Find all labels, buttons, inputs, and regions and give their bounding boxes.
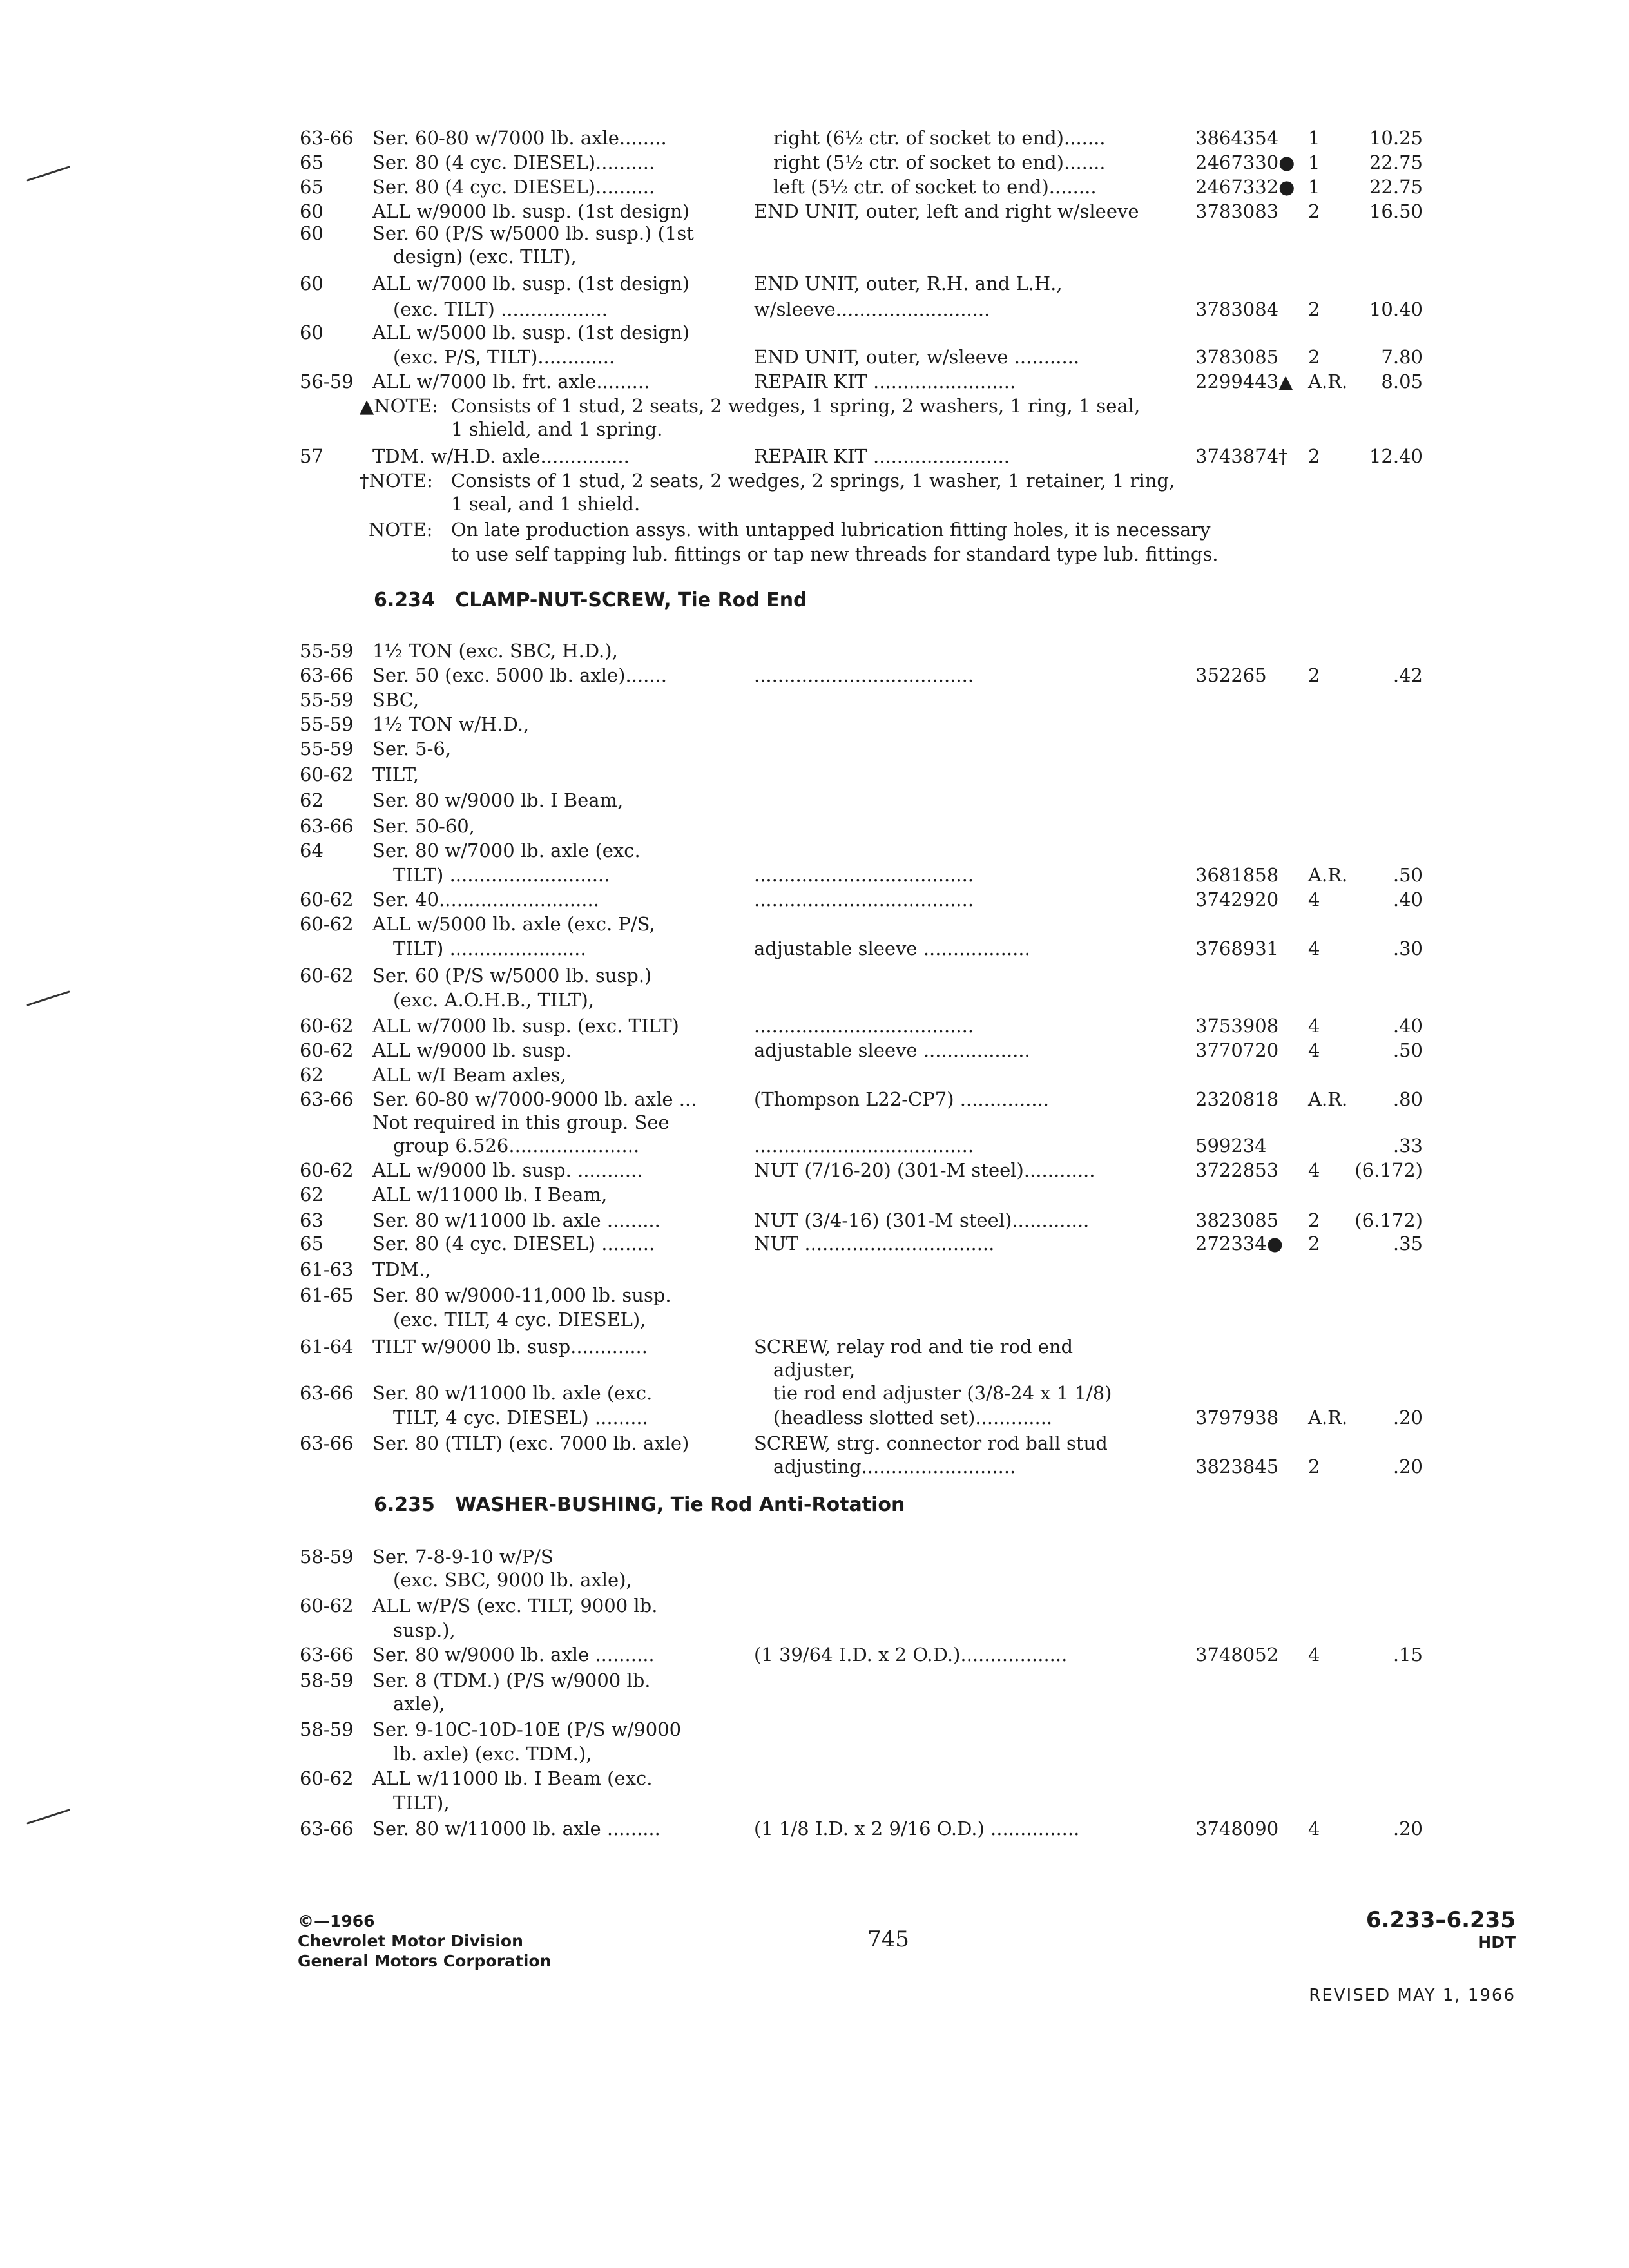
table-row <box>0 149 1629 175</box>
quantity-cell: 2 <box>1308 1233 1320 1254</box>
division-line: Chevrolet Motor Division <box>298 1932 523 1950</box>
part-number-cell: 2467332● <box>1195 176 1295 198</box>
description-cell: (1 39/64 I.D. x 2 O.D.).................. <box>754 1644 1068 1666</box>
price-cell: .42 <box>1393 664 1423 686</box>
price-cell: .35 <box>1393 1233 1423 1254</box>
table-row <box>0 220 1629 246</box>
application-cell: axle), <box>393 1693 445 1715</box>
description-cell: NUT (7/16-20) (301-M steel)............ <box>754 1159 1095 1181</box>
table-row <box>0 244 1629 269</box>
application-cell: Ser. 80 w/11000 lb. axle ......... <box>372 1818 660 1840</box>
year-cell: 58-59 <box>300 1669 354 1691</box>
year-cell: 63 <box>300 1209 323 1231</box>
part-number-cell: 3743874† <box>1195 445 1288 467</box>
year-cell: 60-62 <box>300 1039 354 1061</box>
part-number-cell: 2320818 <box>1195 1088 1279 1110</box>
section-heading <box>374 589 807 611</box>
quantity-cell: 4 <box>1308 1818 1320 1840</box>
year-cell: 63-66 <box>300 664 354 686</box>
table-row <box>0 1357 1629 1383</box>
application-cell: (exc. A.O.H.B., TILT), <box>393 989 595 1011</box>
description-cell: ..................................... <box>754 1015 974 1037</box>
application-cell: Ser. 60-80 w/7000 lb. axle........ <box>372 127 667 149</box>
quantity-cell: 4 <box>1308 1015 1320 1037</box>
table-row <box>0 1380 1629 1406</box>
application-cell: Ser. 80 (4 cyc. DIESEL).......... <box>372 151 655 173</box>
table-row <box>0 1642 1629 1667</box>
table-row <box>0 1256 1629 1282</box>
quantity-cell: A.R. <box>1308 370 1348 392</box>
note-row <box>0 393 1629 419</box>
quantity-cell: 2 <box>1308 200 1320 222</box>
application-cell: ALL w/9000 lb. susp. (1st design) <box>372 200 689 222</box>
section-heading-title: CLAMP-NUT-SCREW, Tie Rod End <box>455 589 807 611</box>
table-row <box>0 1691 1629 1716</box>
application-cell: Not required in this group. See <box>372 1111 670 1133</box>
application-cell: SBC, <box>372 689 419 711</box>
table-row <box>0 687 1629 713</box>
application-cell: Ser. 9-10C-10D-10E (P/S w/9000 <box>372 1718 682 1740</box>
price-cell: .40 <box>1393 1015 1423 1037</box>
description-cell: END UNIT, outer, w/sleeve ........... <box>754 346 1080 368</box>
price-cell: (6.172) <box>1354 1209 1423 1231</box>
year-cell: 55-59 <box>300 738 354 760</box>
application-cell: 1½ TON (exc. SBC, H.D.), <box>372 640 618 662</box>
note-text: Consists of 1 stud, 2 seats, 2 wedges, 2 springs, 1 washer, 1 retainer, 1 ring, <box>451 470 1175 492</box>
price-cell: .20 <box>1393 1407 1423 1428</box>
year-cell: 65 <box>300 176 323 198</box>
section-heading-number: 6.234 <box>374 589 435 611</box>
section-heading <box>374 1494 905 1516</box>
application-cell: ALL w/9000 lb. susp. <box>372 1039 572 1061</box>
year-cell: 62 <box>300 1064 323 1086</box>
price-cell: .30 <box>1393 937 1423 959</box>
table-row <box>0 1405 1629 1430</box>
application-cell: ALL w/5000 lb. susp. (1st design) <box>372 322 689 343</box>
year-cell: 62 <box>300 1184 323 1206</box>
price-cell: 12.40 <box>1369 445 1423 467</box>
footer-section-range <box>1366 1907 1516 1952</box>
part-number-cell: 3864354 <box>1195 127 1279 149</box>
application-cell: ALL w/7000 lb. frt. axle......... <box>372 370 650 392</box>
table-row <box>0 838 1629 863</box>
description-cell: tie rod end adjuster (3/8-24 x 1 1/8) <box>773 1382 1112 1404</box>
application-cell: Ser. 7-8-9-10 w/P/S <box>372 1546 554 1568</box>
application-cell: group 6.526...................... <box>393 1135 640 1157</box>
application-cell: TILT w/9000 lb. susp............. <box>372 1336 648 1358</box>
note-label: ▲NOTE: <box>360 395 438 417</box>
price-cell: 22.75 <box>1369 176 1423 198</box>
description-cell: NUT ................................ <box>754 1233 995 1254</box>
description-cell: right (5½ ctr. of socket to end)....... <box>773 151 1106 173</box>
copyright-line: ©—1966 <box>298 1912 375 1930</box>
application-cell: lb. axle) (exc. TDM.), <box>393 1743 592 1765</box>
table-row <box>0 1282 1629 1308</box>
application-cell: ALL w/7000 lb. susp. (exc. TILT) <box>372 1015 679 1037</box>
table-row <box>0 1667 1629 1693</box>
application-cell: Ser. 80 w/7000 lb. axle (exc. <box>372 840 641 861</box>
table-row <box>0 125 1629 151</box>
description-cell: END UNIT, outer, left and right w/sleeve <box>754 200 1139 222</box>
application-cell: Ser. 60 (P/S w/5000 lb. susp.) <box>372 965 652 986</box>
quantity-cell: 1 <box>1308 176 1320 198</box>
note-row <box>0 416 1629 442</box>
quantity-cell: A.R. <box>1308 1088 1348 1110</box>
year-cell: 55-59 <box>300 640 354 662</box>
year-cell: 62 <box>300 789 323 811</box>
table-row <box>0 1790 1629 1816</box>
description-cell: adjuster, <box>773 1359 856 1381</box>
note-row <box>0 491 1629 517</box>
note-text: On late production assys. with untapped lubrication fitting holes, it is necessary <box>451 519 1211 541</box>
year-cell: 65 <box>300 151 323 173</box>
note-label: NOTE: <box>369 519 433 541</box>
application-cell: (exc. SBC, 9000 lb. axle), <box>393 1569 632 1591</box>
price-cell: 7.80 <box>1381 346 1423 368</box>
price-cell: 10.25 <box>1369 127 1423 149</box>
price-cell: .40 <box>1393 889 1423 910</box>
application-cell: design) (exc. TILT), <box>393 245 577 267</box>
year-cell: 61-64 <box>300 1336 354 1358</box>
price-cell: 10.40 <box>1369 298 1423 320</box>
year-cell: 60 <box>300 222 323 244</box>
year-cell: 56-59 <box>300 370 354 392</box>
description-cell: ..................................... <box>754 664 974 686</box>
table-row <box>0 911 1629 937</box>
table-row <box>0 1231 1629 1256</box>
table-row <box>0 1334 1629 1360</box>
price-cell: .20 <box>1393 1818 1423 1840</box>
description-cell: right (6½ ctr. of socket to end)....... <box>773 127 1106 149</box>
application-cell: susp.), <box>393 1619 456 1641</box>
application-cell: Ser. 80 (TILT) (exc. 7000 lb. axle) <box>372 1432 689 1454</box>
note-text: 1 seal, and 1 shield. <box>451 493 641 515</box>
description-cell: ..................................... <box>754 864 974 886</box>
application-cell: ALL w/11000 lb. I Beam, <box>372 1184 608 1206</box>
quantity-cell: 4 <box>1308 889 1320 910</box>
price-cell: 22.75 <box>1369 151 1423 173</box>
year-cell: 60-62 <box>300 1159 354 1181</box>
application-cell: TDM., <box>372 1258 431 1280</box>
table-row <box>0 936 1629 961</box>
quantity-cell: 4 <box>1308 937 1320 959</box>
description-cell: left (5½ ctr. of socket to end)........ <box>773 176 1097 198</box>
part-number-cell: 3681858 <box>1195 864 1279 886</box>
year-cell: 60-62 <box>300 913 354 935</box>
description-cell: END UNIT, outer, R.H. and L.H., <box>754 273 1063 294</box>
price-cell: 16.50 <box>1369 200 1423 222</box>
table-row <box>0 1086 1629 1112</box>
price-cell: .15 <box>1393 1644 1423 1666</box>
quantity-cell: A.R. <box>1308 1407 1348 1428</box>
note-text: 1 shield, and 1 spring. <box>451 418 663 440</box>
application-cell: ALL w/11000 lb. I Beam (exc. <box>372 1767 653 1789</box>
note-text: to use self tapping lub. fittings or tap new threads for standard type lub. fittings. <box>451 543 1219 565</box>
part-number-cell: 3748052 <box>1195 1644 1279 1666</box>
application-cell: Ser. 80 w/11000 lb. axle ......... <box>372 1209 660 1231</box>
description-cell: SCREW, relay rod and tie rod end <box>754 1336 1074 1358</box>
application-cell: Ser. 8 (TDM.) (P/S w/9000 lb. <box>372 1669 651 1691</box>
quantity-cell: 1 <box>1308 127 1320 149</box>
table-row <box>0 296 1629 322</box>
note-text: Consists of 1 stud, 2 seats, 2 wedges, 1 spring, 2 washers, 1 ring, 1 seal, <box>451 395 1141 417</box>
year-cell: 57 <box>300 445 323 467</box>
table-row <box>0 711 1629 737</box>
application-cell: Ser. 80 w/11000 lb. axle (exc. <box>372 1382 653 1404</box>
part-number-cell: 3742920 <box>1195 889 1279 910</box>
application-cell: TILT), <box>393 1792 450 1814</box>
quantity-cell: 2 <box>1308 298 1320 320</box>
note-label: †NOTE: <box>360 470 433 492</box>
series-code: HDT <box>1478 1933 1516 1952</box>
part-number-cell: 3770720 <box>1195 1039 1279 1061</box>
table-row <box>0 344 1629 370</box>
note-row <box>0 468 1629 494</box>
footer-copyright <box>298 1911 551 1971</box>
application-cell: Ser. 80 w/9000-11,000 lb. susp. <box>372 1284 671 1306</box>
application-cell: Ser. 80 (4 cyc. DIESEL).......... <box>372 176 655 198</box>
description-cell: adjustable sleeve .................. <box>754 937 1030 959</box>
part-number-cell: 352265 <box>1195 664 1267 686</box>
application-cell: ALL w/7000 lb. susp. (1st design) <box>372 273 689 294</box>
table-row <box>0 762 1629 787</box>
application-cell: TILT, <box>372 764 419 785</box>
application-cell: (exc. TILT) .................. <box>393 298 608 320</box>
table-row <box>0 443 1629 469</box>
part-number-cell: 3783083 <box>1195 200 1279 222</box>
quantity-cell: 1 <box>1308 151 1320 173</box>
table-row <box>0 1307 1629 1332</box>
description-cell: (Thompson L22-CP7) ............... <box>754 1088 1050 1110</box>
part-number-cell: 3768931 <box>1195 937 1279 959</box>
year-cell: 60-62 <box>300 1767 354 1789</box>
quantity-cell: 2 <box>1308 445 1320 467</box>
quantity-cell: 2 <box>1308 346 1320 368</box>
table-row <box>0 813 1629 839</box>
table-row <box>0 1593 1629 1619</box>
table-row <box>0 887 1629 912</box>
section-range: 6.233–6.235 <box>1365 1907 1516 1933</box>
table-row <box>0 1110 1629 1135</box>
application-cell: Ser. 60 (P/S w/5000 lb. susp.) (1st <box>372 222 694 244</box>
application-cell: (exc. TILT, 4 cyc. DIESEL), <box>393 1309 646 1331</box>
quantity-cell: 2 <box>1308 1456 1320 1477</box>
application-cell: ALL w/I Beam axles, <box>372 1064 566 1086</box>
price-cell: 8.05 <box>1381 370 1423 392</box>
quantity-cell: 4 <box>1308 1039 1320 1061</box>
description-cell: NUT (3/4-16) (301-M steel)............. <box>754 1209 1090 1231</box>
description-cell: (headless slotted set)............. <box>773 1407 1053 1428</box>
table-row <box>0 1454 1629 1479</box>
quantity-cell: 4 <box>1308 1159 1320 1181</box>
application-cell: Ser. 50-60, <box>372 815 475 837</box>
price-cell: .50 <box>1393 1039 1423 1061</box>
table-row <box>0 1062 1629 1088</box>
quantity-cell: A.R. <box>1308 864 1348 886</box>
description-cell: w/sleeve.......................... <box>754 298 990 320</box>
corporation-line: General Motors Corporation <box>298 1952 552 1970</box>
part-number-cell: 3783084 <box>1195 298 1279 320</box>
year-cell: 60-62 <box>300 1595 354 1617</box>
year-cell: 55-59 <box>300 713 354 735</box>
table-row <box>0 1716 1629 1742</box>
year-cell: 55-59 <box>300 689 354 711</box>
table-row <box>0 862 1629 888</box>
table-row <box>0 736 1629 762</box>
application-cell: TILT) ........................... <box>393 864 610 886</box>
part-number-cell: 3797938 <box>1195 1407 1279 1428</box>
table-row <box>0 1182 1629 1207</box>
description-cell: REPAIR KIT ....................... <box>754 445 1010 467</box>
application-cell: ALL w/9000 lb. susp. ........... <box>372 1159 643 1181</box>
description-cell: adjusting.......................... <box>773 1456 1016 1477</box>
table-row <box>0 787 1629 813</box>
table-row <box>0 1765 1629 1791</box>
table-row <box>0 271 1629 296</box>
table-row <box>0 1157 1629 1183</box>
section-heading-title: WASHER-BUSHING, Tie Rod Anti-Rotation <box>455 1494 905 1516</box>
application-cell: Ser. 5-6, <box>372 738 452 760</box>
year-cell: 60 <box>300 200 323 222</box>
description-cell: (1 1/8 I.D. x 2 9/16 O.D.) ............... <box>754 1818 1080 1840</box>
note-row <box>0 517 1629 543</box>
application-cell: Ser. 80 (4 cyc. DIESEL) ......... <box>372 1233 655 1254</box>
part-number-cell: 3783085 <box>1195 346 1279 368</box>
part-number-cell: 599234 <box>1195 1135 1267 1157</box>
table-row <box>0 1617 1629 1643</box>
year-cell: 63-66 <box>300 1382 354 1404</box>
table-row <box>0 1741 1629 1767</box>
year-cell: 60-62 <box>300 1015 354 1037</box>
application-cell: Ser. 50 (exc. 5000 lb. axle)....... <box>372 664 667 686</box>
table-row <box>0 1207 1629 1233</box>
table-row <box>0 1816 1629 1841</box>
description-cell: REPAIR KIT ........................ <box>754 370 1016 392</box>
year-cell: 60 <box>300 322 323 343</box>
price-cell: .20 <box>1393 1456 1423 1477</box>
part-number-cell: 2299443▲ <box>1195 370 1293 392</box>
application-cell: (exc. P/S, TILT)............. <box>393 346 615 368</box>
year-cell: 58-59 <box>300 1718 354 1740</box>
table-row <box>0 369 1629 394</box>
quantity-cell: 2 <box>1308 664 1320 686</box>
table-row <box>0 1133 1629 1158</box>
table-row <box>0 1013 1629 1039</box>
price-cell: .33 <box>1393 1135 1423 1157</box>
application-cell: 1½ TON w/H.D., <box>372 713 530 735</box>
table-row <box>0 963 1629 988</box>
page-number: 745 <box>867 1927 909 1952</box>
part-number-cell: 272334● <box>1195 1233 1284 1254</box>
part-number-cell: 3748090 <box>1195 1818 1279 1840</box>
application-cell: ALL w/5000 lb. axle (exc. P/S, <box>372 913 655 935</box>
price-cell: .50 <box>1393 864 1423 886</box>
year-cell: 58-59 <box>300 1546 354 1568</box>
description-cell: ..................................... <box>754 889 974 910</box>
table-row <box>0 638 1629 664</box>
application-cell: TILT) ....................... <box>393 937 586 959</box>
year-cell: 63-66 <box>300 127 354 149</box>
revised-date: REVISED MAY 1, 1966 <box>1309 1986 1516 2005</box>
year-cell: 64 <box>300 840 323 861</box>
application-cell: Ser. 40........................... <box>372 889 599 910</box>
table-row <box>0 1544 1629 1570</box>
year-cell: 63-66 <box>300 1088 354 1110</box>
part-number-cell: 3753908 <box>1195 1015 1279 1037</box>
application-cell: TDM. w/H.D. axle............... <box>372 445 630 467</box>
year-cell: 60 <box>300 273 323 294</box>
table-row <box>0 320 1629 345</box>
table-row <box>0 662 1629 688</box>
price-cell: .80 <box>1393 1088 1423 1110</box>
year-cell: 63-66 <box>300 815 354 837</box>
year-cell: 60-62 <box>300 764 354 785</box>
table-row <box>0 1037 1629 1063</box>
year-cell: 60-62 <box>300 889 354 910</box>
part-number-cell: 3823085 <box>1195 1209 1279 1231</box>
year-cell: 63-66 <box>300 1644 354 1666</box>
year-cell: 61-63 <box>300 1258 354 1280</box>
description-cell: adjustable sleeve .................. <box>754 1039 1030 1061</box>
table-row <box>0 1567 1629 1593</box>
application-cell: ALL w/P/S (exc. TILT, 9000 lb. <box>372 1595 658 1617</box>
note-row <box>0 541 1629 567</box>
year-cell: 61-65 <box>300 1284 354 1306</box>
year-cell: 65 <box>300 1233 323 1254</box>
application-cell: Ser. 80 w/9000 lb. axle .......... <box>372 1644 655 1666</box>
section-heading-number: 6.235 <box>374 1494 435 1516</box>
year-cell: 63-66 <box>300 1818 354 1840</box>
description-cell: SCREW, strg. connector rod ball stud <box>754 1432 1108 1454</box>
part-number-cell: 3722853 <box>1195 1159 1279 1181</box>
price-cell: (6.172) <box>1354 1159 1423 1181</box>
table-row <box>0 987 1629 1013</box>
application-cell: Ser. 60-80 w/7000-9000 lb. axle ... <box>372 1088 697 1110</box>
part-number-cell: 3823845 <box>1195 1456 1279 1477</box>
description-cell: ..................................... <box>754 1135 974 1157</box>
year-cell: 60-62 <box>300 965 354 986</box>
table-row <box>0 174 1629 200</box>
application-cell: TILT, 4 cyc. DIESEL) ......... <box>393 1407 648 1428</box>
year-cell: 63-66 <box>300 1432 354 1454</box>
quantity-cell: 2 <box>1308 1209 1320 1231</box>
application-cell: Ser. 80 w/9000 lb. I Beam, <box>372 789 624 811</box>
part-number-cell: 2467330● <box>1195 151 1295 173</box>
table-row <box>0 1430 1629 1456</box>
quantity-cell: 4 <box>1308 1644 1320 1666</box>
